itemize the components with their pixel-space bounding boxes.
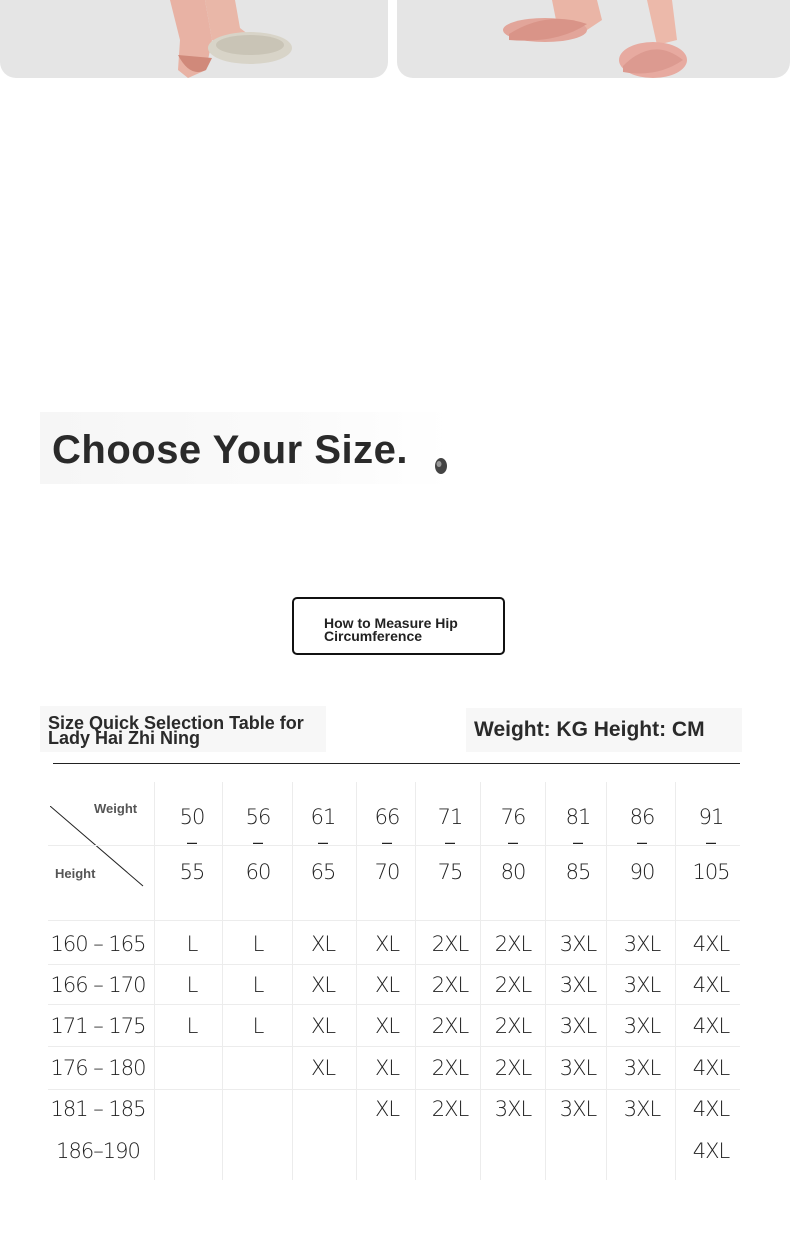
- size-cell: 2XL: [494, 932, 532, 956]
- weight-range-end: 85: [565, 860, 591, 884]
- size-cell: 3XL: [623, 1014, 661, 1038]
- grid-column-line: [545, 782, 546, 1180]
- weight-range-end: 90: [629, 860, 655, 884]
- choose-size-heading: Choose Your Size.: [52, 428, 408, 472]
- size-cell: 3XL: [559, 973, 597, 997]
- weight-range-start: 50: [179, 805, 205, 829]
- weight-range-dash: –: [705, 832, 717, 852]
- size-cell: 2XL: [431, 1056, 469, 1080]
- size-cell: 4XL: [692, 973, 730, 997]
- weight-range-start: 86: [629, 805, 655, 829]
- size-cell: 3XL: [494, 1097, 532, 1121]
- height-range: 160 – 165: [50, 932, 146, 956]
- size-cell: 3XL: [623, 973, 661, 997]
- weight-range-end: 70: [374, 860, 400, 884]
- size-cell: 2XL: [431, 1097, 469, 1121]
- weight-range-dash: –: [381, 832, 393, 852]
- grid-column-line: [292, 782, 293, 1180]
- size-cell: 4XL: [692, 1056, 730, 1080]
- size-cell: 3XL: [559, 1056, 597, 1080]
- corner-weight-label: Weight: [94, 801, 138, 816]
- grid-row-line: [48, 1004, 740, 1005]
- grid-row-line: [48, 1046, 740, 1047]
- weight-range-dash: –: [317, 832, 329, 852]
- weight-range-end: 60: [245, 860, 271, 884]
- weight-range-dash: –: [186, 832, 198, 852]
- size-cell: 3XL: [559, 932, 597, 956]
- size-cell: XL: [374, 1056, 400, 1080]
- measure-hip-button[interactable]: [292, 597, 505, 655]
- weight-range-end: 65: [310, 860, 336, 884]
- grid-row-line: [48, 920, 740, 921]
- grid-column-line: [415, 782, 416, 1180]
- size-cell: L: [252, 932, 264, 956]
- weight-range-end: 55: [179, 860, 205, 884]
- size-cell: 3XL: [559, 1014, 597, 1038]
- choose-size-heading-banner: [40, 412, 450, 484]
- weight-range-start: 66: [374, 805, 400, 829]
- size-cell: 2XL: [494, 1056, 532, 1080]
- grid-column-line: [480, 782, 481, 1180]
- size-cell: XL: [310, 1014, 336, 1038]
- grid-column-line: [222, 782, 223, 1180]
- height-range: 181 – 185: [50, 1097, 146, 1121]
- size-cell: 3XL: [623, 932, 661, 956]
- size-cell: XL: [310, 973, 336, 997]
- size-cell: 4XL: [692, 1139, 730, 1163]
- grid-column-line: [356, 782, 357, 1180]
- size-cell: L: [252, 973, 264, 997]
- size-cell: 2XL: [431, 932, 469, 956]
- size-cell: L: [186, 1014, 198, 1038]
- weight-range-start: 81: [565, 805, 591, 829]
- units-label: Weight: KG Height: CM: [474, 718, 705, 741]
- size-cell: 2XL: [431, 1014, 469, 1038]
- quick-selection-title: Size Quick Selection Table for Lady Hai Zhi Ning: [48, 713, 304, 748]
- corner-height-label: Height: [55, 866, 96, 881]
- weight-range-dash: –: [444, 832, 456, 852]
- height-range: 166 – 170: [50, 973, 146, 997]
- grid-column-line: [675, 782, 676, 1180]
- measure-hip-button-label: How to Measure Hip Circumference: [324, 615, 458, 644]
- cursor-dot-icon: [432, 456, 450, 476]
- size-cell: 4XL: [692, 932, 730, 956]
- size-cell: L: [252, 1014, 264, 1038]
- weight-range-end: 75: [437, 860, 463, 884]
- size-cell: 4XL: [692, 1014, 730, 1038]
- size-cell: XL: [310, 1056, 336, 1080]
- weight-range-dash: –: [572, 832, 584, 852]
- weight-range-start: 91: [698, 805, 724, 829]
- height-range: 186–190: [56, 1139, 140, 1163]
- size-cell: 3XL: [623, 1097, 661, 1121]
- weight-range-start: 56: [245, 805, 271, 829]
- size-cell: 4XL: [692, 1097, 730, 1121]
- size-cell: L: [186, 973, 198, 997]
- grid-column-line: [606, 782, 607, 1180]
- quick-selection-title-banner: [40, 706, 326, 752]
- size-cell: XL: [374, 932, 400, 956]
- header-divider: [53, 763, 740, 764]
- height-range: 171 – 175: [50, 1014, 146, 1038]
- size-cell: XL: [374, 973, 400, 997]
- size-cell: 3XL: [623, 1056, 661, 1080]
- weight-range-start: 76: [500, 805, 526, 829]
- weight-range-dash: –: [507, 832, 519, 852]
- weight-range-dash: –: [252, 832, 264, 852]
- size-cell: L: [186, 932, 198, 956]
- size-cell: XL: [374, 1097, 400, 1121]
- grid-row-line: [48, 964, 740, 965]
- size-cell: XL: [374, 1014, 400, 1038]
- weight-range-dash: –: [636, 832, 648, 852]
- size-cell: 2XL: [431, 973, 469, 997]
- height-range: 176 – 180: [50, 1056, 146, 1080]
- grid-column-line: [154, 782, 155, 1180]
- size-cell: 2XL: [494, 973, 532, 997]
- units-banner: [466, 708, 742, 752]
- grid-row-line: [48, 1089, 740, 1090]
- weight-range-start: 71: [437, 805, 463, 829]
- size-cell: 2XL: [494, 1014, 532, 1038]
- product-photo-right: [397, 0, 790, 78]
- weight-range-end: 105: [692, 860, 730, 884]
- size-cell: 3XL: [559, 1097, 597, 1121]
- product-photo-left: [0, 0, 388, 78]
- weight-range-end: 80: [500, 860, 526, 884]
- size-cell: XL: [310, 932, 336, 956]
- weight-range-start: 61: [310, 805, 336, 829]
